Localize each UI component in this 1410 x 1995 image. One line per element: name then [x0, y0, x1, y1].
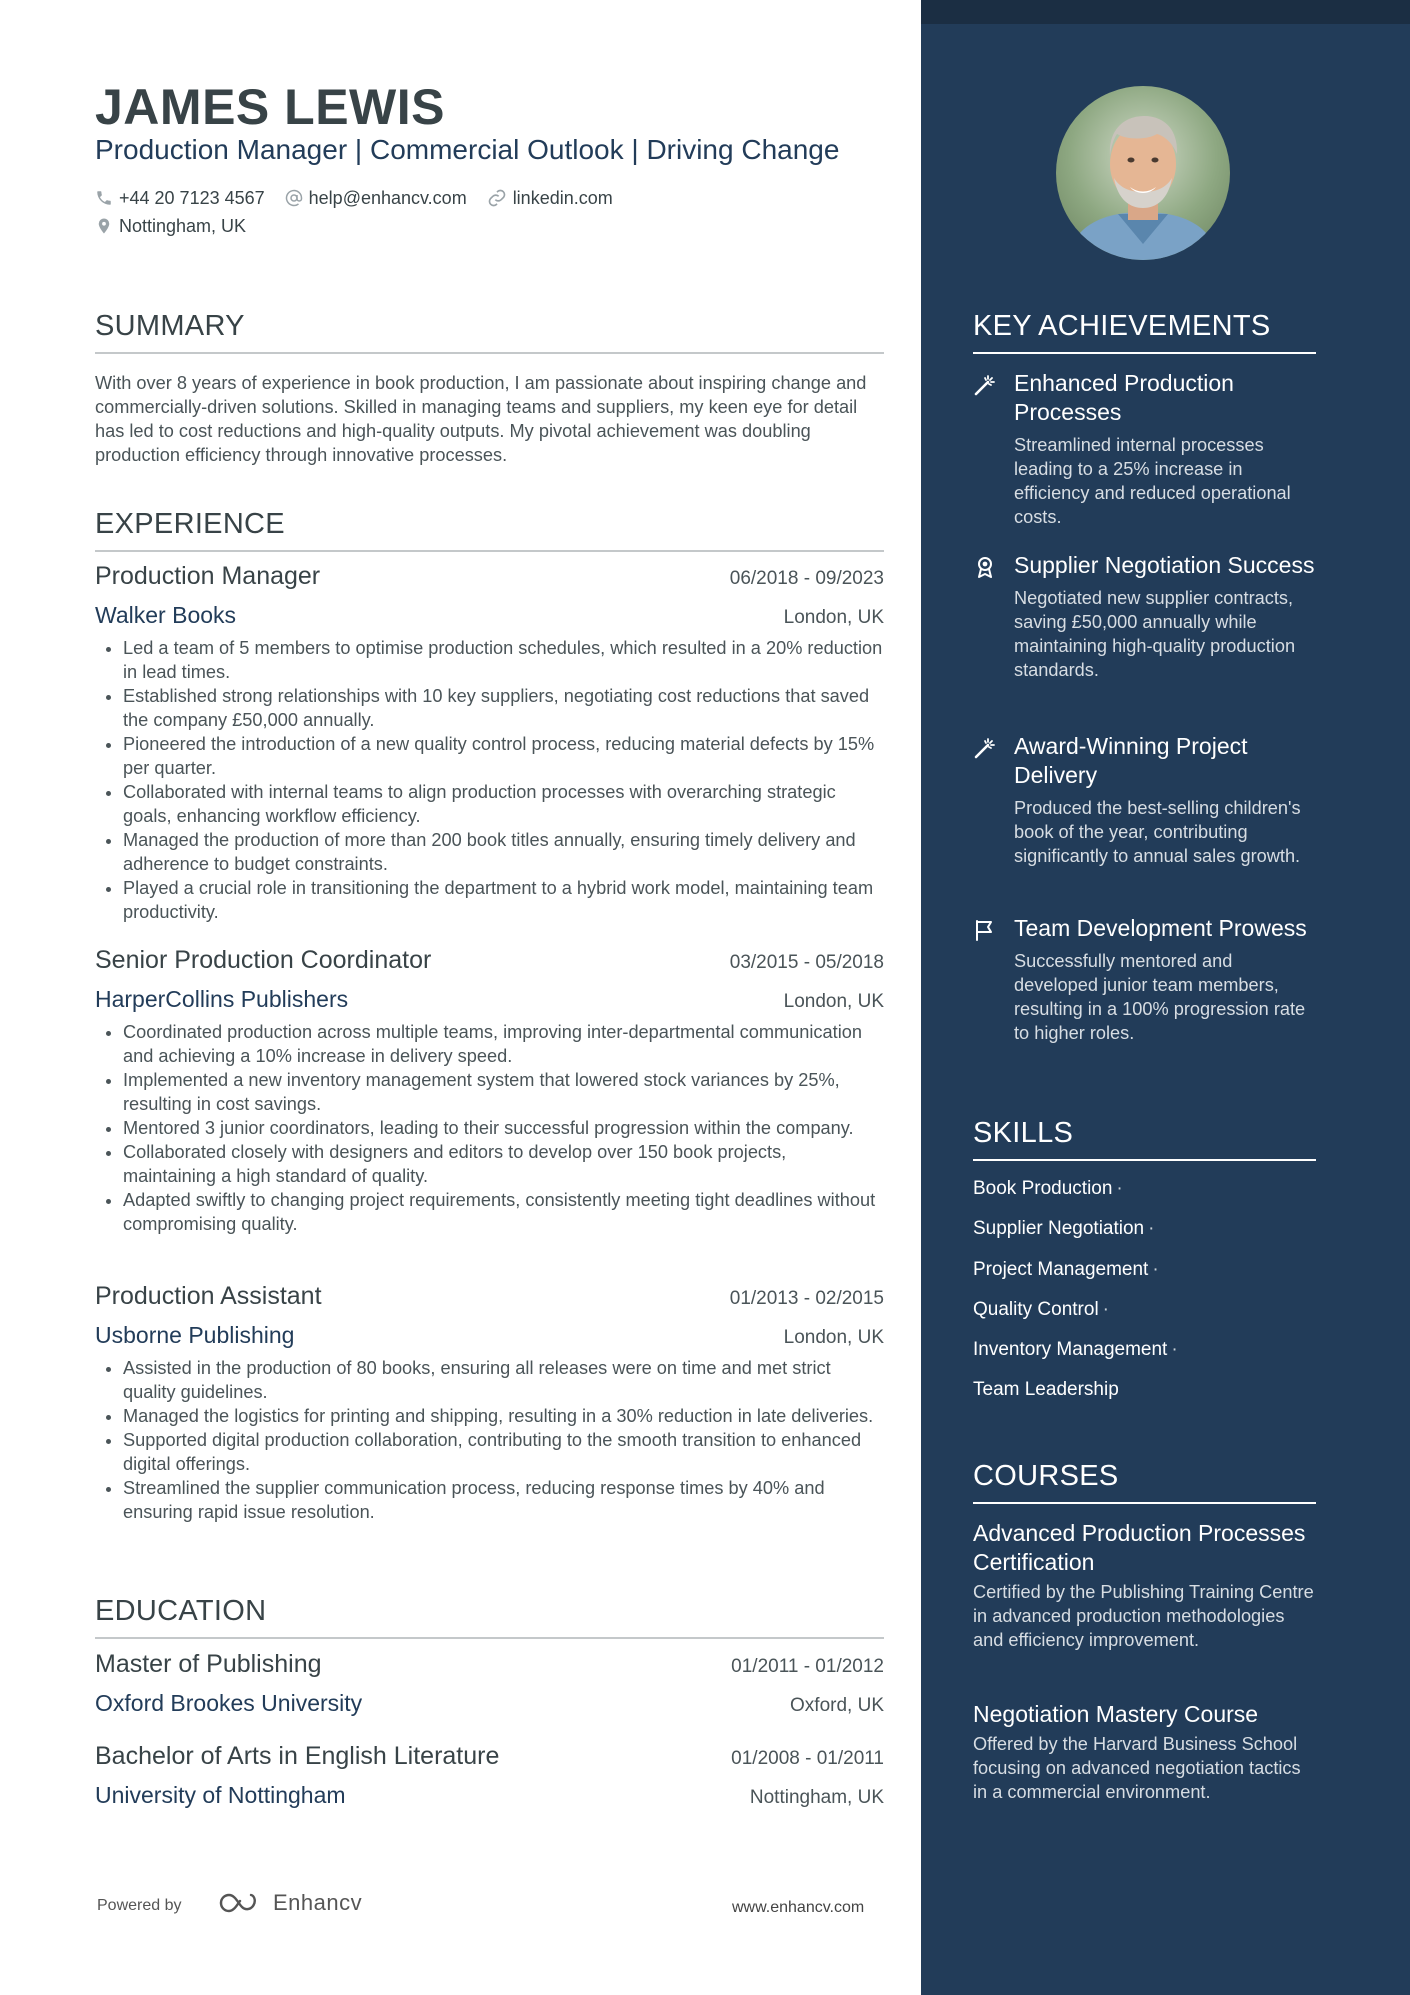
enhancv-logo-icon — [217, 1890, 263, 1916]
job-bullets — [95, 1356, 884, 1524]
skill-separator: · — [1148, 1218, 1155, 1240]
skill-item — [973, 1214, 1316, 1254]
profile-photo — [1056, 86, 1230, 260]
list-item: • Pioneered the introduction of a new quality control process, reducing material defects by 15% per quarter. — [123, 732, 884, 780]
at-sign-icon — [285, 189, 303, 207]
summary-heading: SUMMARY — [95, 310, 884, 354]
powered-by-label: Powered by — [97, 1897, 182, 1914]
contact-info — [95, 184, 895, 240]
education-dates: 01/2011 - 01/2012 — [731, 1656, 884, 1677]
enhancv-brand: Enhancv — [273, 1890, 363, 1915]
job-title: Production Assistant — [95, 1282, 322, 1310]
list-item: • Collaborated closely with designers and editors to develop over 150 book projects, maintaining a high standard of quality. — [123, 1140, 884, 1188]
contact-row — [95, 212, 895, 240]
job-bullets — [95, 636, 884, 924]
achievement-desc: Successfully mentored and developed junior team members, resulting in a 100% progression rate to higher roles. — [1014, 951, 1306, 1043]
footer-url[interactable]: www.enhancv.com — [732, 1899, 865, 1916]
school: Oxford Brookes University — [95, 1690, 363, 1716]
job-dates: 01/2013 - 02/2015 — [729, 1288, 884, 1309]
list-item: • Streamlined the supplier communication process, reducing response times by 40% and ensuring rapid issue resolution. — [123, 1476, 884, 1524]
achievement-title: Award-Winning Project Delivery — [1014, 733, 1248, 788]
job-dates: 03/2015 - 05/2018 — [729, 952, 884, 973]
list-item: • Supported digital production collaboration, contributing to the smooth transition to enhanced digital offerings. — [123, 1428, 884, 1476]
course-title: Advanced Production Processes Certification — [973, 1520, 1306, 1575]
course-desc: Offered by the Harvard Business School focusing on advanced negotiation tactics in a commercial environment. — [973, 1734, 1301, 1802]
skill-separator: · — [1152, 1258, 1159, 1280]
education-location: Oxford, UK — [790, 1695, 884, 1716]
course-title: Negotiation Mastery Course — [973, 1701, 1259, 1727]
achievement-item — [973, 732, 1316, 868]
skill-label: Quality Control — [973, 1298, 1099, 1320]
skill-label: Team Leadership — [973, 1379, 1119, 1401]
list-item: • Implemented a new inventory management system that lowered stock variances by 25%, resulting in cost savings. — [123, 1068, 884, 1116]
degree: Master of Publishing — [95, 1650, 322, 1678]
job-title: Senior Production Coordinator — [95, 946, 432, 974]
achievement-title: Team Development Prowess — [1014, 915, 1307, 941]
contact-location — [95, 216, 246, 237]
course-item — [973, 1519, 1316, 1652]
contact-email[interactable] — [285, 188, 467, 209]
list-item: • Assisted in the production of 80 books, ensuring all releases were on time and met strict quality guidelines. — [123, 1356, 884, 1404]
email-text: help@enhancv.com — [308, 187, 467, 208]
location-text: Nottingham, UK — [119, 215, 247, 236]
skill-separator: · — [1116, 1178, 1123, 1199]
courses-heading: COURSES — [973, 1460, 1316, 1504]
skill-label: Project Management — [973, 1258, 1149, 1280]
enhancv-logo[interactable] — [217, 1890, 362, 1916]
job-entry — [95, 562, 884, 924]
education-entry — [95, 1742, 884, 1816]
skill-item — [973, 1295, 1316, 1335]
job-location: London, UK — [783, 1327, 884, 1348]
website-text: linkedin.com — [512, 187, 613, 208]
job-dates: 06/2018 - 09/2023 — [729, 568, 884, 589]
sidebar-top-strip — [921, 0, 1410, 24]
summary-text: With over 8 years of experience in book production, I am passionate about inspiring change and commercially-driven solutions. Skilled in managing teams and suppliers, my keen eye for detail has led to cost reductions and high-quality outputs. My pivotal achievement was doubling production efficiency through innovative processes. — [95, 373, 867, 465]
experience-heading: EXPERIENCE — [95, 508, 884, 552]
portrait-image — [1056, 86, 1230, 260]
award-ribbon-icon — [973, 555, 997, 579]
achievement-desc: Streamlined internal processes leading to a 25% increase in efficiency and reduced operational costs. — [1014, 435, 1291, 527]
contact-row — [95, 184, 895, 212]
job-location: London, UK — [783, 607, 884, 628]
achievements-heading: KEY ACHIEVEMENTS — [973, 310, 1316, 354]
phone-text: +44 20 7123 4567 — [119, 187, 265, 208]
achievement-title: Supplier Negotiation Success — [1014, 552, 1315, 578]
education-dates: 01/2008 - 01/2011 — [731, 1748, 884, 1769]
link-icon — [487, 188, 507, 208]
contact-phone[interactable] — [95, 188, 265, 209]
education-heading: EDUCATION — [95, 1595, 884, 1639]
education-location: Nottingham, UK — [749, 1787, 884, 1808]
achievement-title: Enhanced Production Processes — [1014, 370, 1234, 425]
achievement-item — [973, 914, 1316, 1045]
skill-separator: · — [1171, 1339, 1178, 1361]
list-item: • Collaborated with internal teams to align production processes with overarching strategic goals, enhancing workflow efficiency. — [123, 780, 884, 828]
skill-item — [973, 1174, 1316, 1214]
education-entry — [95, 1650, 884, 1724]
list-item: • Managed the logistics for printing and shipping, resulting in a 30% reduction in late deliveries. — [123, 1404, 884, 1428]
degree: Bachelor of Arts in English Literature — [95, 1742, 500, 1770]
skill-item — [973, 1335, 1316, 1375]
skills-list — [973, 1174, 1316, 1416]
achievement-item — [973, 369, 1316, 529]
flag-icon — [973, 918, 997, 942]
job-bullets — [95, 1020, 884, 1236]
job-company: Usborne Publishing — [95, 1322, 295, 1348]
job-company: Walker Books — [95, 602, 237, 628]
job-title: Production Manager — [95, 562, 321, 590]
skill-item — [973, 1255, 1316, 1295]
skill-label: Inventory Management — [973, 1339, 1168, 1361]
job-entry — [95, 946, 884, 1236]
achievement-desc: Produced the best-selling children's book of the year, contributing significantly to annual sales growth. — [1014, 798, 1301, 866]
achievement-desc: Negotiated new supplier contracts, saving £50,000 annually while maintaining high-quality production standards. — [1014, 588, 1296, 680]
skill-item — [973, 1375, 1316, 1415]
list-item: • Managed the production of more than 200 book titles annually, ensuring timely delivery and adherence to budget constraints. — [123, 828, 884, 876]
skill-label: Supplier Negotiation — [973, 1218, 1145, 1240]
skill-label: Book Production — [973, 1178, 1113, 1199]
list-item: • Mentored 3 junior coordinators, leading to their successful progression within the company. — [123, 1116, 884, 1140]
skills-heading: SKILLS — [973, 1117, 1316, 1161]
list-item: • Led a team of 5 members to optimise production schedules, which resulted in a 20% reduction in lead times. — [123, 636, 884, 684]
magic-wand-icon — [973, 373, 997, 397]
job-company: HarperCollins Publishers — [95, 986, 349, 1012]
skill-separator: · — [1102, 1298, 1109, 1320]
achievement-item — [973, 551, 1316, 682]
job-entry — [95, 1282, 884, 1524]
course-desc: Certified by the Publishing Training Centre in advanced production methodologies and efficiency improvement. — [973, 1582, 1314, 1650]
magic-wand-icon — [973, 736, 997, 760]
course-item — [973, 1700, 1316, 1804]
phone-icon — [95, 189, 113, 207]
list-item: • Adapted swiftly to changing project requirements, consistently meeting tight deadlines without compromising quality. — [123, 1188, 884, 1236]
list-item: • Played a crucial role in transitioning the department to a hybrid work model, maintaining team productivity. — [123, 876, 884, 924]
candidate-name: JAMES LEWIS — [95, 79, 445, 135]
contact-website[interactable] — [487, 188, 613, 209]
job-location: London, UK — [783, 991, 884, 1012]
candidate-tagline: Production Manager | Commercial Outlook | Driving Change — [95, 134, 840, 165]
school: University of Nottingham — [95, 1782, 346, 1808]
list-item: • Established strong relationships with 10 key suppliers, negotiating cost reductions that saved the company £50,000 annually. — [123, 684, 884, 732]
list-item: • Coordinated production across multiple teams, improving inter-departmental communication and achieving a 10% increase in delivery speed. — [123, 1020, 884, 1068]
location-pin-icon — [95, 217, 113, 235]
